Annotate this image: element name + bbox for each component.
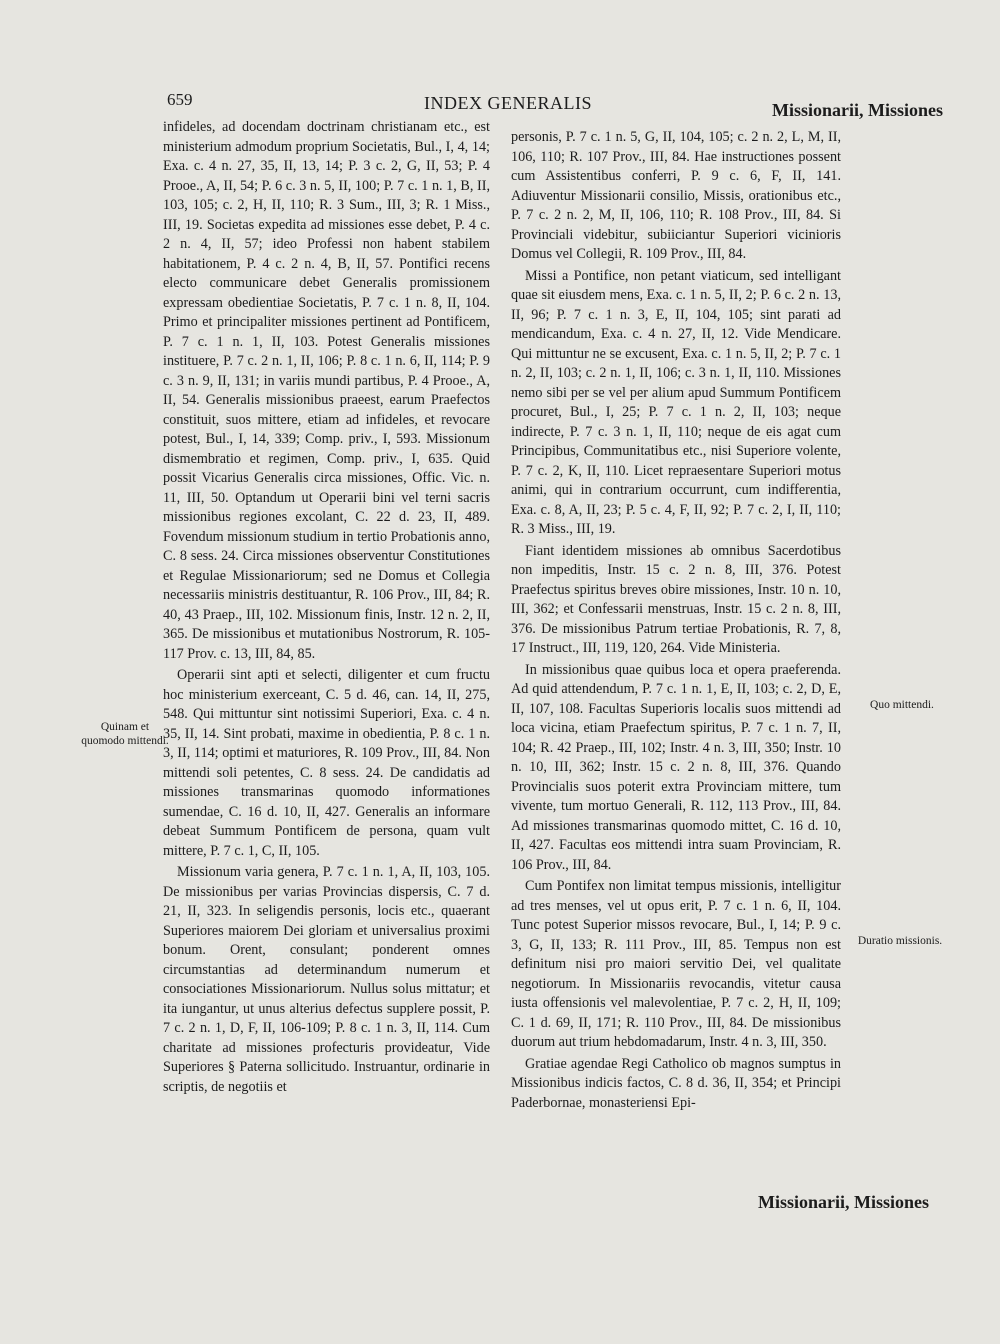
right-paragraph: Gratiae agendae Regi Catholico ob magnos sumptus in Missionibus indicis factos, C. 8 d. 36, II, 354; et Principi Paderbornae, monasteriensi Epi- [511,1055,841,1111]
margin-note-quo: Quo mittendi. [870,699,934,711]
left-paragraph: infideles, ad docendam doctrinam christianam etc., est ministerium admodum proprium Societatis, Bul., I, 4, 14; Exa. c. 4 n. 27, 35, II, 13, 14; P. 3 c. 2, G, II, 53; P. 4 Prooe., A, II, 54; P. 6 c. 3 n. 5, II, 100; P. 7 c. 1 n. 1, B, II, 103, 105; c. 2, H, II, 110; R. 3 Sum., III, 3; R. 1 Miss., III, 19. Societas expedita ad missiones esse debet, P. 4 c. 2 n. 4, II, 57; ideo Professi non habent stabilem habitationem, P. 4 c. 2 n. 4, B, II, 57. Pontifici recens electo communicare debet Generalis promissionem expressam obedientiae Societatis, P. 7 c. 1 n. 8, II, 104. Primo et principaliter missiones pertinent ad Pontificem, P. 7 c. 1 n. 1, II, 103. Potest Generalis missiones instituere, P. 7 c. 2 n. 1, II, 106; P. 8 c. 1 n. 6, II, 114; P. 9 c. 3 n. 9, II, 131; in variis mundi partibus, P. 4 Prooe., A, II, 54. Generalis missionibus praeest, earum Praefectos constituit, suos mittere, etiam ad infideles, et revocare potest, Bul., I, 14, 339; Comp. priv., I, 593. Missionum dismembratio et regimen, Comp. priv., I, 635. Quid possit Vicarius Generalis circa missiones, Offic. Vic. n. 11, III, 50. Optandum ut Operarii bini vel terni sacris missionibus regiones excolant, C. 22 d. 23, II, 489. Fovendum missionum studium in tertio Probationis anno, C. 8 sess. 24. Circa missiones observentur Constitutiones et Regulae Missionariorum; sed ne Domus et Collegia necessariis ministris destituantur, R. 106 Prov., III, 84; R. 40, 43 Praep., III, 102. Missionum finis, Instr. 12 n. 2, II, 365. De missionibus et mutationibus Nostrorum, R. 105-117 Prov. c. 13, III, 84, 85. [163,119,490,662]
right-column [511,128,841,1115]
left-paragraph: Operarii sint apti et selecti, diligenter et cum fructu hoc ministerium exerceant, C. 5 d. 46, can. 14, II, 275, 548. Qui mittuntur sint notissimi Superiori, Exa. c. 4 n. 35, II, 14. Sint probati, maxime in obedientia, P. 8 c. 1 n. 3, II, 114; optimi et maturiores, R. 109 Prov., III, 84. Non mittendi soli petentes, C. 8 sess. 24. De candidatis ad missiones transmarinas quomodo informationes sumendae, C. 16 d. 10, II, 427. Generalis an informare debeat Summum Pontificem de persona, quam vult mittere, P. 7 c. 1, C, II, 105. [163,667,490,859]
right-paragraph: Cum Pontifex non limitat tempus missionis, intelligitur ad tres menses, vel ut opus erit, P. 7 c. 1 n. 6, II, 104. Tunc potest Superior missos revocare, Bul., I, 14; P. 9 c. 3, G, II, 133; R. 111 Prov., III, 85. Tempus non est definitum nisi pro maiori servitio Dei, vel qualitate negotiorum. In Missionariis revocandis, vitetur causa iusta offensionis vel malevolentiae, P. 7 c. 2, H, II, 109; C. 1 d. 69, II, 171; R. 110 Prov., III, 84. De missionibus duorum aut trium hebdomadarum, Instr. 4 n. 3, III, 350. [511,878,841,1050]
left-paragraph: Missionum varia genera, P. 7 c. 1 n. 1, A, II, 103, 105. De missionibus per varias Provincias dispersis, C. 7 d. 21, II, 323. In seligendis personis, locis etc., quaerant Superiores maiorem Dei gloriam et universalius proximi bonum. Orent, consulant; ponderent omnes circumstantias ad determinandum numerum et consociationes Missionariorum. Nullus solus mittatur; et ita iungantur, ut unus alterius defectus supplere possit, P. 7 c. 2 n. 1, D, F, II, 106-109; P. 8 c. 1 n. 3, II, 114. Cum charitate ad missiones profecturis provideatur, Vide Superiores § Paterna sollicitudo. Instruantur, ordinarie in scriptis, de negotiis et [163,864,490,1095]
page-number: 659 [167,90,193,109]
margin-note-quinam: Quinam et quomodo mittendi. [81,721,169,747]
header-keyword: Missionarii, Missiones [772,100,944,120]
right-paragraph: personis, P. 7 c. 1 n. 5, G, II, 104, 105; c. 2 n. 2, L, M, II, 106, 110; R. 107 Prov., III, 84. Hae instructiones possent cum Assistentibus conferri, P. 9 c. 6, F, II, 141. Adiuventur Missionarii consilio, Missis, orationibus etc., P. 7 c. 2 n. 2, M, II, 106, 110; R. 108 Prov., III, 84. Si Provinciali videbitur, subiiciantur Superiori vicinioris Domus vel Collegii, R. 109 Prov., III, 84. [511,129,841,262]
footer-keyword: Missionarii, Missiones [758,1192,930,1212]
right-paragraph: Fiant identidem missiones ab omnibus Sacerdotibus non impeditis, Instr. 15 c. 2 n. 8, III, 376. Potest Praefectus spiritus breves obire missiones, Instr. 10 n. 10, III, 362; et Confessarii menstruas, Instr. 15 c. 2 n. 8, III, 376. De missionibus Patrum tertiae Probationis, R. 7, 8, 17 Instruct., III, 119, 120, 264. Vide Ministeria. [511,542,841,656]
running-title: INDEX GENERALIS [424,93,592,113]
left-column [163,118,490,1099]
margin-note-duratio: Duratio missionis. [857,935,943,947]
right-paragraph: Missi a Pontifice, non petant viaticum, sed intelligant quae sit eiusdem mens, Exa. c. 1 n. 5, II, 2; P. 6 c. 2 n. 13, II, 96; P. 7 c. 1 n. 3, E, II, 104, 105; sint parati ad mendicandum, Exa. c. 4 n. 27, II, 12. Vide Mendicare. Qui mittuntur ne se excusent, Exa. c. 1 n. 5, II, 2; P. 7 c. 1 n. 2, II, 103; c. 2 n. 1, II, 106; c. 3 n. 1, II, 110. Missiones nemo sibi per se vel per alium apud Summum Pontificem procuret, Bul., I, 25; P. 7 c. 1 n. 2, II, 103; neque indirecte, P. 7 c. 3 n. 1, II, 110; neque de eis agat cum Principibus, Communitatibus etc., nisi Superiore volente, P. 7 c. 2, K, II, 110. Licet repraesentare Superiori motus animi, qui in contrarium occurrunt, cum indifferentia, Exa. c. 8, A, II, 23; P. 5 c. 4, F, II, 92; P. 7 c. 2, I, II, 110; R. 3 Miss., III, 19. [511,267,841,537]
right-paragraph: In missionibus quae quibus loca et opera praeferenda. Ad quid attendendum, P. 7 c. 1 n. 1, E, II, 103; c. 2, D, E, II, 107, 108. Facultas Superioris localis suos mittendi ad loca vicina, etiam Praefectum spiritus, P. 7 c. 1 n. 7, II, 104; R. 42 Praep., III, 102; Instr. 4 n. 3, III, 350; Instr. 10 n. 10, III, 362; Instr. 15 c. 2 n. 8, III, 376. Quando Provincialis suos poterit extra Provinciam mittere, tum vivente, tum mortuo Generali, R. 112, 113 Prov., III, 84. Ad missiones transmarinas quomodo mittet, C. 16 d. 10, II, 427. Facultas eos mittendi intra suam Provinciam, R. 106 Prov., III, 84. [511,661,841,873]
